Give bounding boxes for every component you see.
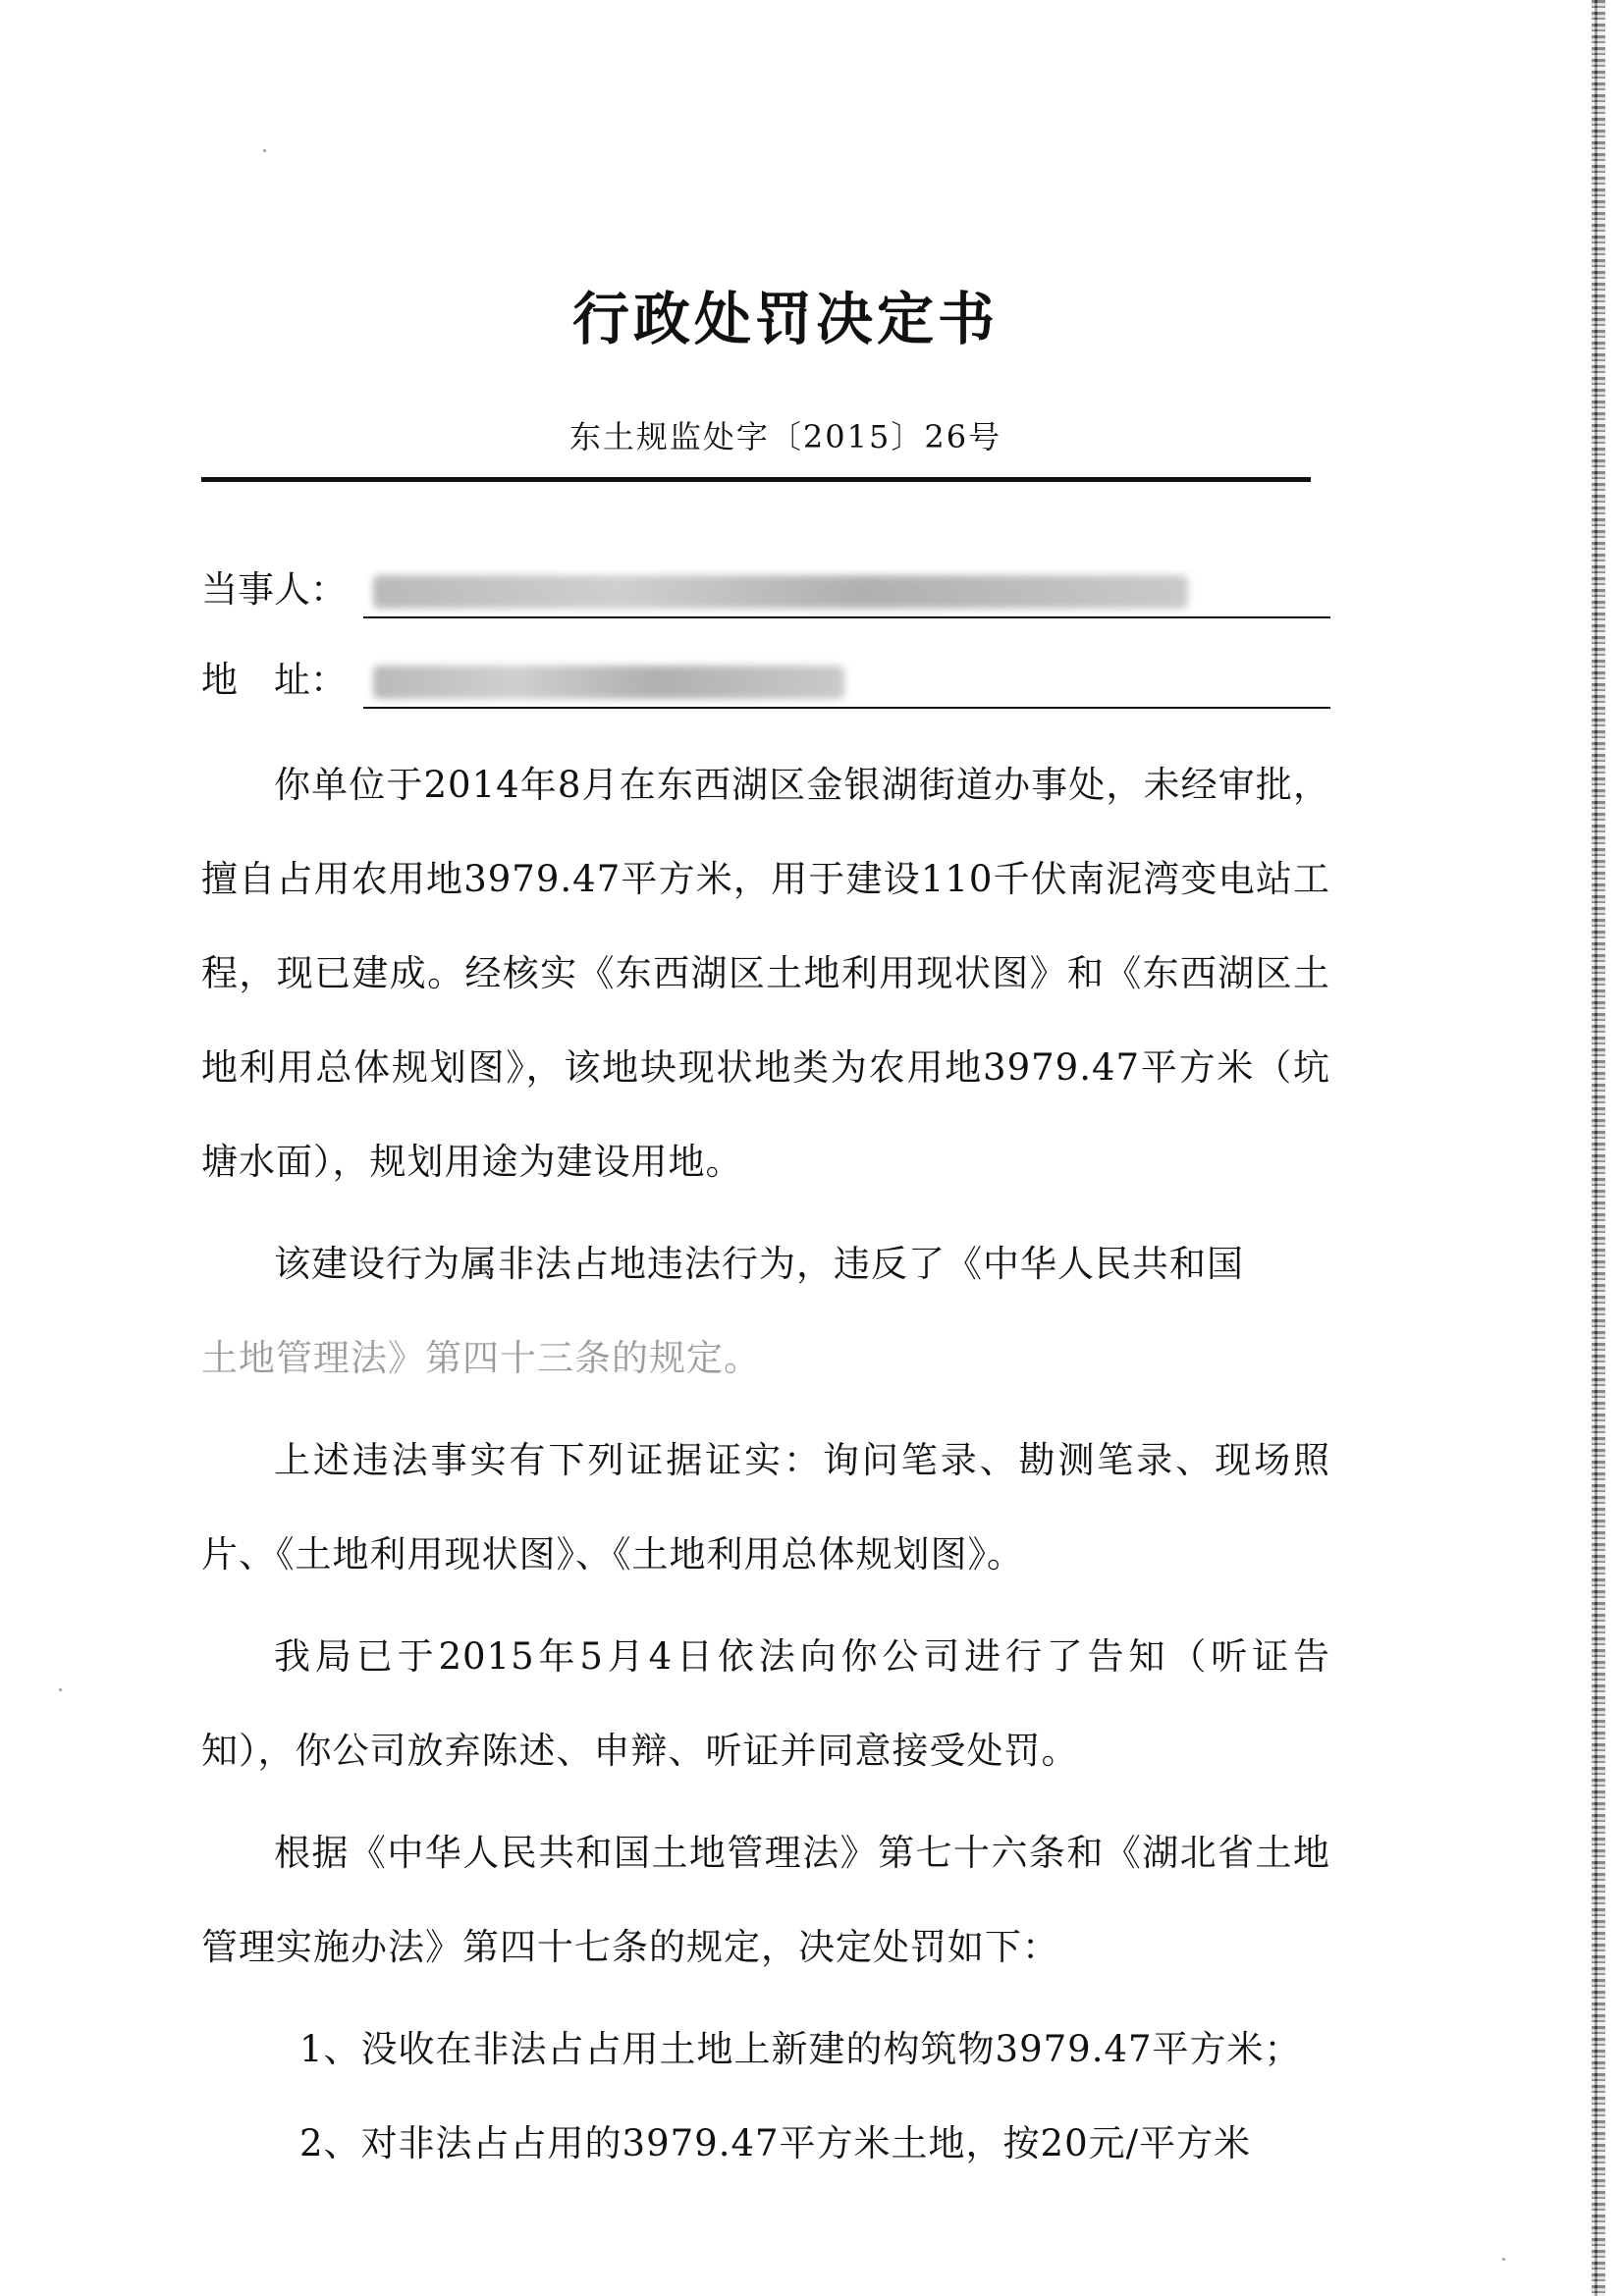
paragraph-evidence: 上述违法事实有下列证据证实：询问笔录、勘测笔录、现场照片、《土地利用现状图》、《土地利用总体规划图》。 [201,1439,1330,1575]
paragraph-notice: 我局已于2015年5月4日依法向你公司进行了告知（听证告知），你公司放弃陈述、申辩、听证并同意接受处罚。 [201,1635,1330,1772]
party-label: 当事人： [201,568,347,611]
title-divider [201,477,1311,482]
scan-speck [1502,2258,1505,2261]
party-field [201,560,1330,618]
document-title: 行政处罚决定书 [571,286,999,352]
penalty-item: 1、没收在非法占占用土地上新建的构筑物3979.47平方米； [299,2028,1302,2070]
scan-speck [59,1688,62,1691]
redacted-address [373,666,844,699]
paragraph-violation-continued [201,1311,1330,1406]
address-field [201,650,1330,709]
paragraph-facts: 你单位于2014年8月在东西湖区金银湖街道办事处，未经审批，擅自占用农用地3979.47平方米，用于建设110千伏南泥湾变电站工程，现已建成。经核实《东西湖区土地利用现状图》和《东西湖区土地利用总体规划图》，该地块现状地类为农用地3979.47平方米（坑塘水面），规划用途为建设用地。 [201,764,1330,1183]
scan-speck [263,149,266,152]
redacted-party-name [373,575,1188,609]
penalty-item: 2、对非法占占用的3979.47平方米土地，按20元/平方米 [299,2122,1252,2164]
document-number: 东土规监处字〔2015〕26号 [568,418,1002,455]
faded-text: 土地管理法》第四十三条的规定。 [201,1337,761,1379]
paragraph-basis: 根据《中华人民共和国土地管理法》第七十六条和《湖北省土地管理实施办法》第四十七条的规定，决定处罚如下： [201,1832,1330,1968]
scan-edge [1592,0,1605,2296]
address-underline [363,707,1330,709]
document-body [201,738,1330,2191]
address-label: 地 址： [201,659,347,701]
party-underline [363,616,1330,618]
paragraph-violation: 该建设行为属非法占地违法行为，违反了《中华人民共和国 [274,1243,1244,1285]
